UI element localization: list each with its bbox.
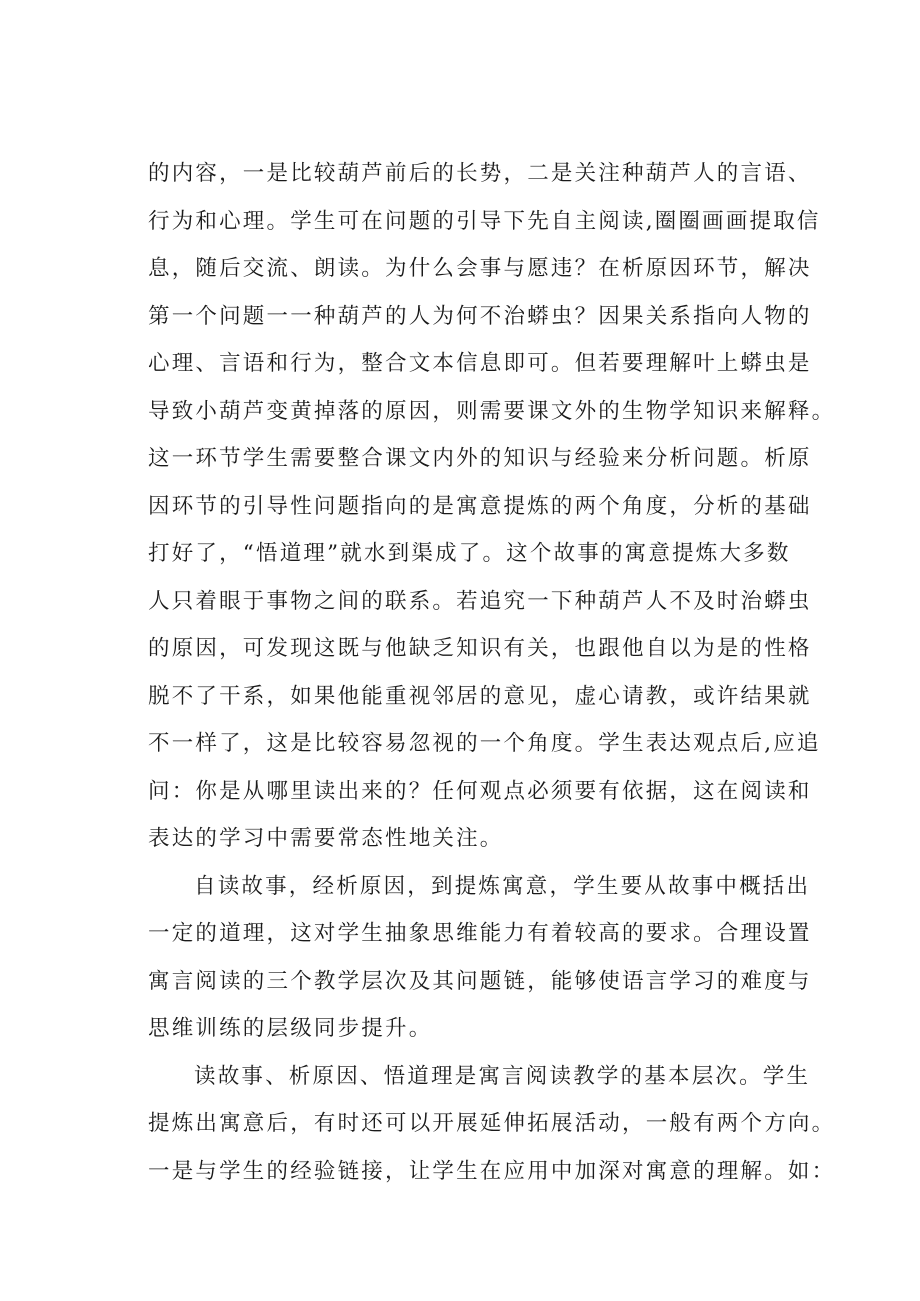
text-line: 思维训练的层级同步提升。 [148, 1016, 433, 1041]
text-line: 表达的学习中需要常态性地关注。 [148, 826, 504, 851]
text-line: 的内容，一是比较葫芦前后的长势，二是关注种葫芦人的言语、 [148, 161, 812, 186]
text-line: 不一样了，这是比较容易忽视的一个角度。学生表达观点后,应追 [148, 731, 821, 756]
text-line: 打好了，“悟道理”就水到渠成了。这个故事的寓意提炼大多数 [148, 541, 791, 566]
text-line: 息，随后交流、朗读。为什么会事与愿违？在析原因环节，解决 [148, 256, 812, 281]
text-line: 第一个问题一一种葫芦的人为何不治蟒虫？因果关系指向人物的 [148, 303, 812, 329]
text-line: 问：你是从哪里读出来的？任何观点必须要有依据，这在阅读和 [148, 778, 812, 804]
paragraph [148, 863, 828, 1053]
text-line: 导致小葫芦变黄掉落的原因，则需要课文外的生物学知识来解释。 [148, 398, 836, 424]
text-line: 因环节的引导性问题指向的是寓意提炼的两个角度，分析的基础 [148, 493, 812, 519]
text-line: 人只着眼于事物之间的联系。若追究一下种葫芦人不及时治蟒虫 [148, 588, 812, 614]
text-line: 寓言阅读的三个教学层次及其问题链，能够使语言学习的难度与 [148, 968, 812, 994]
paragraph [148, 1053, 836, 1196]
text-line: 脱不了干系，如果他能重视邻居的意见，虚心请教，或许结果就 [148, 683, 812, 709]
document-body [148, 150, 836, 1195]
text-line: 提炼出寓意后，有时还可以开展延伸拓展活动，一般有两个方向。 [148, 1111, 836, 1136]
text-line: 的原因，可发现这既与他缺乏知识有关，也跟他自以为是的性格 [148, 636, 812, 661]
text-line: 行为和心理。学生可在问题的引导下先自主阅读,圈圈画画提取信 [148, 208, 821, 234]
paragraph [148, 150, 836, 863]
text-line: 心理、言语和行为，整合文本信息即可。但若要理解叶上蟒虫是 [148, 351, 812, 376]
text-line: 一是与学生的经验链接，让学生在应用中加深对寓意的理解。如： [148, 1158, 836, 1184]
text-line: 这一环节学生需要整合课文内外的知识与经验来分析问题。析原 [148, 446, 812, 471]
text-line: 自读故事，经析原因，到提炼寓意，学生要从故事中概括出 [194, 873, 811, 899]
text-line: 一定的道理，这对学生抽象思维能力有着较高的要求。合理设置 [148, 921, 812, 946]
text-line: 读故事、析原因、悟道理是寓言阅读教学的基本层次。学生 [194, 1063, 811, 1089]
